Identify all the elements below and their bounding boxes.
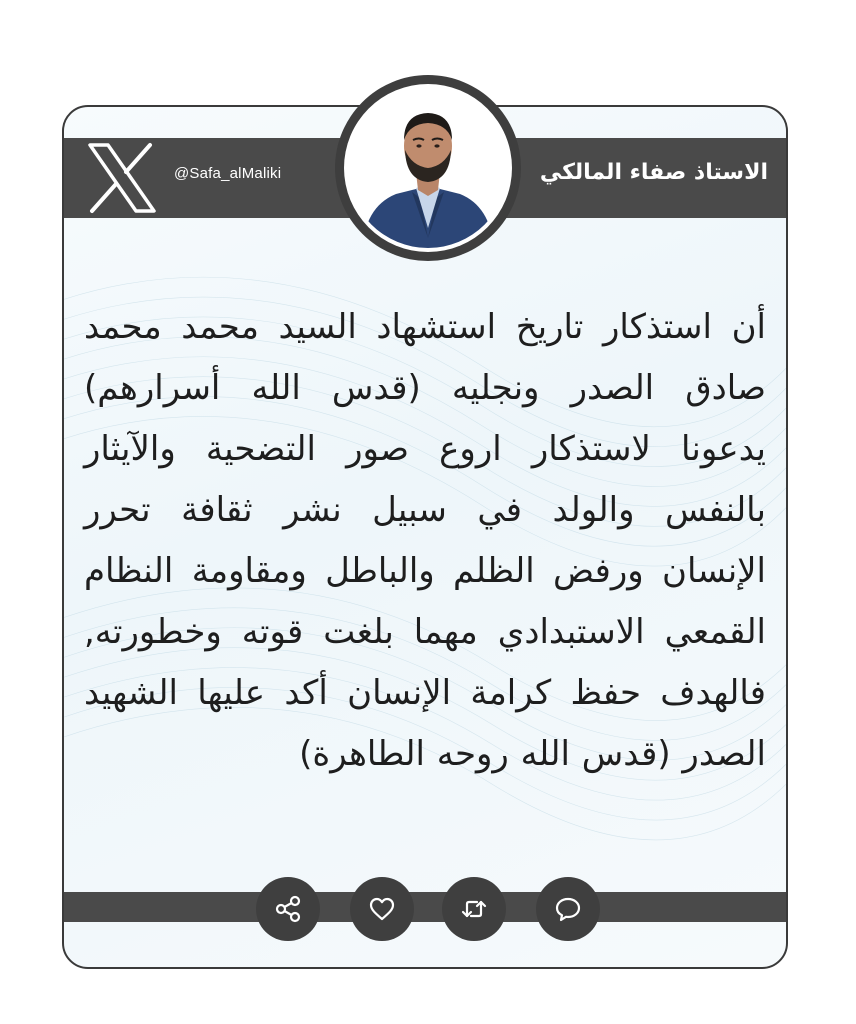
repost-button[interactable] [442, 877, 506, 941]
author-name[interactable]: الاستاذ صفاء المالكي [539, 160, 768, 185]
footer-band [64, 892, 786, 922]
x-logo-icon[interactable] [86, 141, 158, 215]
user-handle[interactable]: @Safa_alMaliki [174, 165, 282, 182]
repost-icon [459, 894, 489, 924]
heart-icon [367, 894, 397, 924]
profile-photo-illustration [348, 88, 508, 248]
post-text: أن استذكار تاريخ استشهاد السيد محمد محمد صادق الصدر ونجليه (قدس الله أسرارهم) يدعونا لاستذكار اروع صور التضحية والآيثار بالنفس والولد في سبيل نشر ثقافة تحرر الإنسان ورفض الظلم والباطل ومقاومة النظام القمعي الاستبدادي مهما بلغت قوته وخطورته, فالهدف حفظ كرامة الإنسان أكد عليها الشهيد الصدر (قدس الله روحه الطاهرة) [84, 307, 766, 774]
comment-icon [553, 894, 583, 924]
avatar[interactable] [335, 75, 521, 261]
profile-photo [348, 88, 508, 248]
share-button[interactable] [256, 877, 320, 941]
avatar-frame [344, 84, 512, 252]
reply-button[interactable] [536, 877, 600, 941]
like-button[interactable] [350, 877, 414, 941]
share-icon [273, 894, 303, 924]
